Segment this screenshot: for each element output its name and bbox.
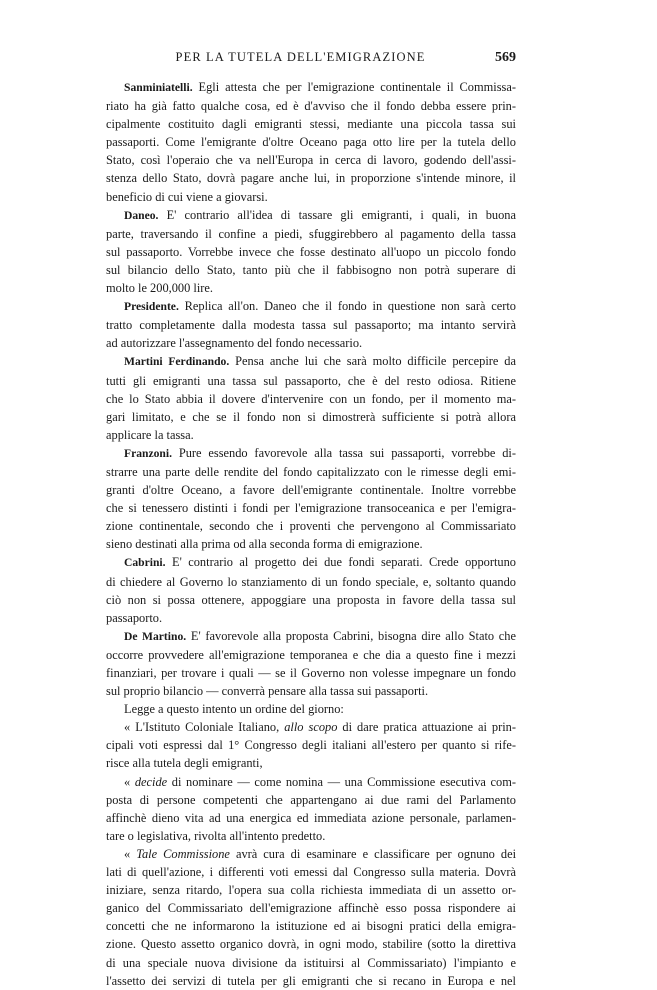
line-text: riato ha già fatto qualche cosa, ed è d'avviso che il fondo debba essere prin- [106,99,516,114]
text-line [106,954,516,972]
text-line [106,97,516,115]
italic-text: allo scopo [284,720,338,735]
text-line [106,664,516,682]
text-line [106,917,516,935]
text-line [106,133,516,151]
text-line [106,151,516,169]
text-line [106,316,516,334]
line-text: Legge a questo intento un ordine del giorno: [124,702,344,717]
line-text: affinchè dieno vita ad una energica ed immediata azione personale, parlamen- [106,810,516,825]
text-line [106,809,516,827]
text-line [106,279,516,297]
speaker-name: Franzoni. [124,446,172,460]
line-text: E' contrario all'idea di tassare gli emigranti, i quali, in buona [158,207,516,222]
line-text: che lo Stato abbia il dovere d'intervenire con un fondo, per il momento ma- [106,391,516,406]
line-text: molto le 200,000 lire. [106,281,214,296]
text-line [106,188,516,206]
text-line [106,553,516,572]
line-text: sul proprio bilancio — converrà pensare alla tassa sui passaporti. [106,684,429,699]
text-line [106,243,516,261]
text-line [106,863,516,881]
line-text: ad autorizzare l'assegnamento del fondo necessario. [106,336,363,351]
line-text: di nominare — come nomina — una Commissione esecutiva com- [167,774,516,789]
text-line [106,881,516,899]
line-text: tutti gli emigranti una tassa sul passaporto, che è del resto odiosa. Ritiene [106,373,516,388]
line-text: iniziare, senza ritardo, l'opera sua colla richiesta immediata di un assetto or- [106,883,516,898]
line-text: sieno destinati alla prima od alla seconda forma di emigrazione. [106,537,423,552]
text-line [106,827,516,845]
italic-text: decide [134,774,168,789]
line-text: di una speciale nuova divisione da istituirsi al Commissariato) l'impianto e [106,955,516,970]
speaker-name: Presidente. [124,300,179,314]
line-text: concetti che ne informarono la istituzione ed ai bisogni pratici della emigra- [106,919,516,934]
line-text: passaporti. Come l'emigrante d'oltre Oceano paga otto lire per la tutela dello [106,135,516,150]
speaker-name: Daneo. [124,208,159,222]
line-text: sul passaporto. Vorrebbe invece che fosse destinato all'uopo un piccolo fondo [106,244,516,259]
speaker-name: Martini Ferdinando. [124,355,230,369]
text-line [106,261,516,279]
text-line [106,754,516,772]
line-text: occorre provvedere all'emigrazione temporanea e che dia a questo fine i mezzi [106,647,516,662]
text-line [106,718,516,736]
line-text: zione. Questo assetto organico dovrà, in ogni modo, stabilire (sotto la direttiva [106,937,516,952]
italic-text: Tale Commissione [136,846,230,861]
text-line [106,334,516,352]
text-line [106,573,516,591]
line-text: lati di quell'azione, i differenti voti emessi dal Congresso sulla materia. Dovrà [106,865,516,880]
line-text: l'assetto dei servizi di tutela per gli emigranti che si recano in Europa e nel [106,973,516,988]
line-text: avrà cura di esaminare e classificare per ognuno dei [229,846,516,861]
line-text: « [124,774,135,789]
text-line [106,591,516,609]
text-line [106,736,516,754]
line-text: stenza dello Stato, dovrà pagare anche lui, in proporzione s'intende minore, il [106,171,516,186]
text-line [106,481,516,499]
line-text: posta di persone competenti che appartengano ai due rami del Parlamento [106,792,516,807]
text-line [106,206,516,225]
running-title: PER LA TUTELA DELL'EMIGRAZIONE [175,50,426,64]
text-line [106,627,516,646]
line-text: cipalmente costituito dagli emigranti stessi, mediante una piccola tassa sui [106,117,516,132]
line-text: gari limitato, e che se il fondo non si dimostrerà sufficiente si potrà allora [106,409,516,424]
text-line [106,935,516,953]
text-line [106,700,516,718]
line-text: Stato, così l'operaio che va nell'Europa in cerca di lavoro, godendo dell'assi- [106,153,516,168]
text-line [106,115,516,133]
text-line [106,297,516,316]
speaker-name: De Martino. [124,629,187,643]
line-text: Pure essendo favorevole alla tassa sui passaporti, vorrebbe di- [171,445,516,460]
text-line [106,444,516,463]
line-text: strarre una parte delle rendite del fondo capitalizzato con le rimesse degli emi- [106,464,516,479]
text-line [106,972,516,990]
text-line [106,426,516,444]
line-text: granti d'oltre Oceano, a favore dell'emigrante continentale. Inoltre vorrebbe [106,483,516,498]
line-text: applicare la tassa. [106,427,194,442]
text-line [106,791,516,809]
line-text: cipali voti espressi dal 1° Congresso degli italiani all'estero per quanto si rife- [106,738,516,753]
text-line [106,499,516,517]
line-text: Egli attesta che per l'emigrazione continentale il Commissa- [192,80,516,94]
line-text: sul bilancio dello Stato, tanto più che il fabbisogno non potrà superare di [106,262,516,277]
line-text: E' favorevole alla proposta Cabrini, bisogna dire allo Stato che [186,628,516,643]
line-text: tare o legislativa, rivolta all'intento predetto. [106,828,326,843]
line-text: di chiedere al Governo lo stanziamento di un fondo speciale, e, soltanto quando [106,574,516,589]
line-text: che si tenessero distinti i fondi per l'emigrazione transoceanica e per l'emigra- [106,501,516,516]
line-text: « L'Istituto Coloniale Italiano, [124,720,285,735]
text-line [106,352,516,371]
text-line [106,463,516,481]
text-line [106,78,516,97]
text-line [106,517,516,535]
page-header [106,50,516,66]
body-text [106,78,516,990]
text-line [106,845,516,863]
line-text: passaporto. [106,610,163,625]
text-line [106,899,516,917]
line-text: zione continentale, secondo che i proventi che pervengono al Commissariato [106,519,516,534]
line-text: « [124,846,137,861]
speaker-name: Sanminiatelli. [124,81,193,94]
line-text: Pensa anche lui che sarà molto difficile percepire da [229,354,516,369]
text-line [106,773,516,791]
speaker-name: Cabrini. [124,556,166,570]
text-line [106,682,516,700]
line-text: ciò non si possa ottenere, appoggiare una proposta in favore della tassa sul [106,592,516,607]
text-line [106,225,516,243]
line-text: finanziari, per trovare i quali — se il Governo non volesse impegnare un fondo [106,666,516,680]
text-line [106,169,516,187]
text-line [106,390,516,408]
text-line [106,609,516,627]
text-line [106,535,516,553]
line-text: beneficio di cui viene a giovarsi. [106,189,268,204]
text-line [106,646,516,664]
line-text: parte, traversando il confine a piedi, sfuggirebbero al pagamento della tassa [106,226,516,241]
page-number: 569 [495,50,516,65]
line-text: tratto completamente dalla modesta tassa sul passaporto; ma intanto servirà [106,318,516,333]
line-text: E' contrario al progetto dei due fondi separati. Crede opportuno [165,555,516,570]
line-text: di dare pratica attuazione ai prin- [337,720,516,735]
text-line [106,372,516,390]
line-text: Replica all'on. Daneo che il fondo in questione non sarà certo [178,299,516,314]
text-line [106,408,516,426]
line-text: risce alla tutela degli emigranti, [106,756,263,771]
line-text: ganico del Commissariato dell'emigrazione affinchè esso possa rispondere ai [106,901,516,916]
